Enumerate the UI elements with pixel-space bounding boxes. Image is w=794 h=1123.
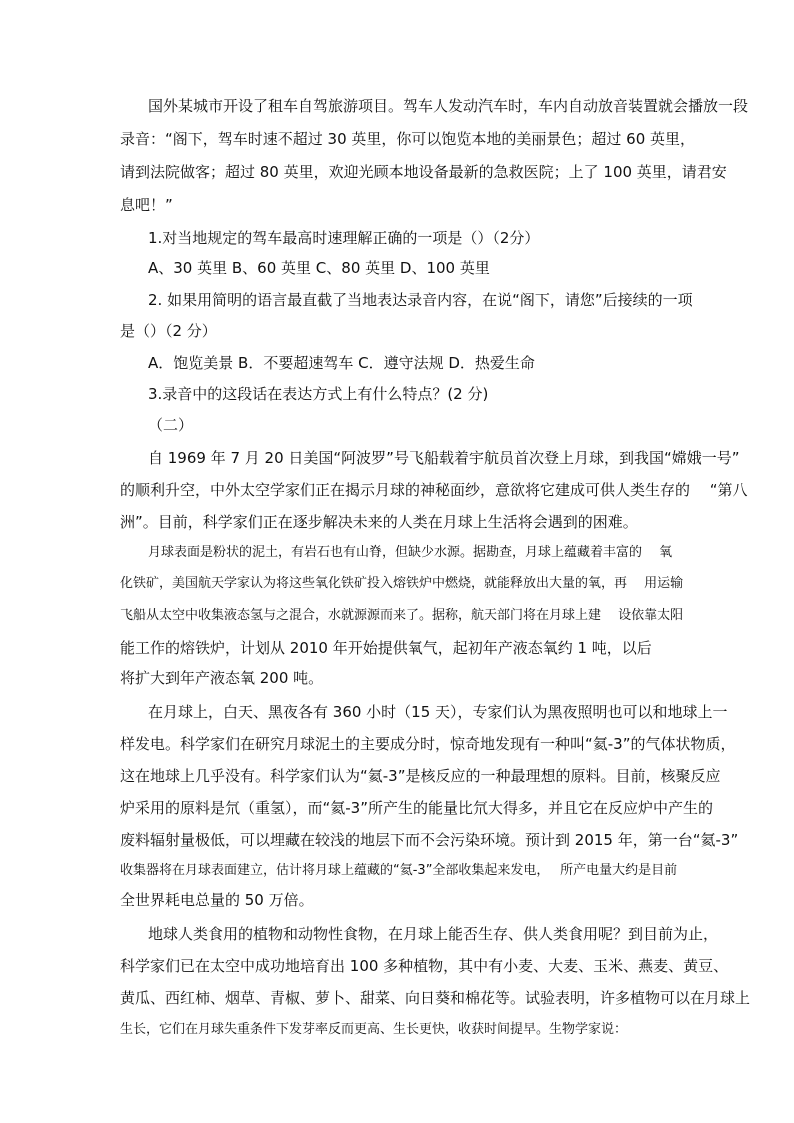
- text-line: 将扩大到年产液态氧 200 吨。: [120, 669, 324, 687]
- text-line: 请到法院做客；超过 80 英里，欢迎光顾本地设备最新的急救医院；上了 100 英里，请君安: [120, 163, 727, 181]
- text-line: 黄瓜、西红柿、烟草、青椒、萝卜、甜菜、向日葵和棉花等。试验表明，许多植物可以在月球上: [120, 989, 751, 1007]
- option-line: A、30 英里 B、60 英里 C、80 英里 D、100 英里: [148, 259, 490, 277]
- text-line: 录音：“阁下，驾车时速不超过 30 英里，你可以饱览本地的美丽景色；超过 60 英里，: [120, 130, 696, 148]
- text-line: 样发电。科学家们在研究月球泥土的主要成分时，惊奇地发现有一种叫“氦-3”的气体状物质，: [120, 735, 736, 753]
- text-line: 科学家们已在太空中成功地培育出 100 多种植物，其中有小麦、大麦、玉米、燕麦、黄豆、: [120, 957, 729, 975]
- text-line: 在月球上，白天、黑夜各有 360 小时（15 天），专家们认为黑夜照明也可以和地球上一: [148, 703, 728, 721]
- option-line: A．饱览美景 B．不要超速驾车 C．遵守法规 D．热爱生命: [148, 354, 535, 372]
- text-line: 废料辐射量极低，可以埋藏在较浅的地层下而不会污染环境。预计到 2015 年，第一台“氦-3”: [120, 831, 739, 849]
- text-line: 息吧！”: [120, 196, 173, 214]
- text-line: 炉采用的原料是氘（重氢），而“氦-3”所产生的能量比氘大得多，并且它在反应炉中产生的: [120, 799, 714, 817]
- text-line: 飞船从太空中收集液态氢与之混合，水就源源而来了。据称，航天部门将在月球上建 设依靠太阳: [120, 608, 684, 623]
- text-line: 的顺利升空，中外太空学家们正在揭示月球的神秘面纱，意欲将它建成可供人类生存的 “第八: [120, 481, 748, 499]
- section-heading: （二）: [148, 416, 194, 434]
- text-line: 国外某城市开设了租车自驾旅游项目。驾车人发动汽车时，车内自动放音装置就会播放一段: [148, 97, 749, 115]
- text-line: 是（）（2 分）: [120, 322, 217, 340]
- text-line: 这在地球上几乎没有。科学家们认为“氦-3”是核反应的一种最理想的原料。目前，核聚反应: [120, 767, 721, 785]
- question-line: 2. 如果用简明的语言最直截了当地表达录音内容，在说“阁下，请您”后接续的一项: [148, 291, 693, 309]
- question-line: 3.录音中的这段话在表达方式上有什么特点？(2 分): [148, 385, 489, 403]
- text-line: 月球表面是粉状的泥土，有岩石也有山脊，但缺少水源。据勘查，月球上蕴藏着丰富的 氧: [148, 545, 673, 560]
- question-line: 1.对当地规定的驾车最高时速理解正确的一项是（）（2分）: [148, 229, 540, 247]
- text-line: 化铁矿，美国航天学家认为将这些氧化铁矿投入熔铁炉中燃烧，就能释放出大量的氧，再 用运输: [120, 576, 684, 591]
- text-line: 洲”。目前，科学家们正在逐步解决未来的人类在月球上生活将会遇到的困难。: [120, 513, 638, 531]
- text-line: 能工作的熔铁炉，计划从 2010 年开始提供氧气，起初年产液态氧约 1 吨，以后: [120, 639, 652, 657]
- text-line: 自 1969 年 7 月 20 日美国“阿波罗”号飞船载着宇航员首次登上月球，到我国“嫦娥一号”: [148, 449, 740, 467]
- text-line: 收集器将在月球表面建立，估计将月球上蕴藏的“氦-3”全部收集起来发电， 所产电量大约是目前: [120, 863, 678, 878]
- text-line: 地球人类食用的植物和动物性食物，在月球上能否生存、供人类食用呢？到目前为止，: [148, 925, 719, 943]
- text-line: 全世界耗电总量的 50 万倍。: [120, 891, 314, 909]
- text-line: 生长，它们在月球失重条件下发芽率反而更高、生长更快，收获时间提早。生物学家说：: [120, 1022, 628, 1037]
